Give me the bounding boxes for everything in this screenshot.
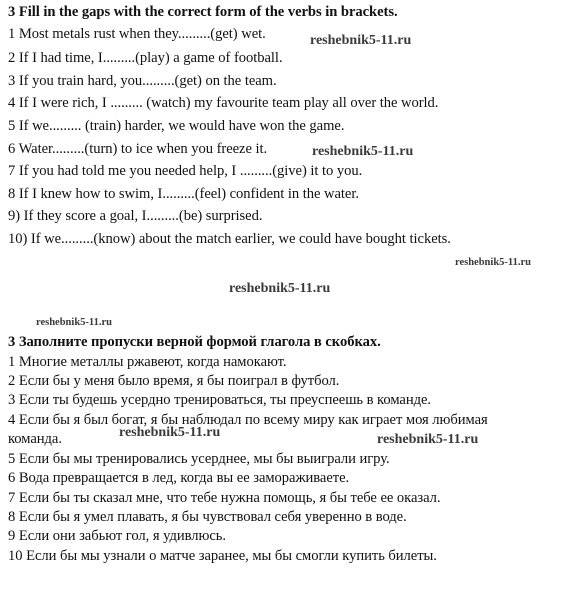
- exercise-item: 5 If we......... (train) harder, we would have won the game.: [8, 118, 345, 134]
- translation-item: 10 Если бы мы узнали о матче заранее, мы бы смогли купить билеты.: [8, 548, 437, 564]
- watermark: reshebnik5-11.ru: [310, 33, 412, 48]
- exercise-item: 1 Most metals rust when they.........(get) wet.: [8, 26, 266, 42]
- translation-item: 4 Если бы я был богат, я бы наблюдал по всему миру как играет моя любимая: [8, 412, 488, 428]
- translation-item: команда.: [8, 431, 62, 447]
- watermark: reshebnik5-11.ru: [312, 144, 414, 159]
- translation-item: 5 Если бы мы тренировались усерднее, мы бы выиграли игру.: [8, 451, 390, 467]
- watermark: reshebnik5-11.ru: [36, 317, 112, 328]
- watermark: reshebnik5-11.ru: [229, 281, 331, 296]
- translation-item: 6 Вода превращается в лед, когда вы ее замораживаете.: [8, 470, 350, 486]
- watermark: reshebnik5-11.ru: [455, 257, 531, 268]
- exercise-heading-english: 3 Fill in the gaps with the correct form of the verbs in brackets.: [8, 4, 398, 20]
- exercise-item: 6 Water.........(turn) to ice when you freeze it.: [8, 141, 268, 157]
- exercise-item: 10) If we.........(know) about the match earlier, we could have bought tickets.: [8, 231, 451, 247]
- exercise-item: 3 If you train hard, you.........(get) on the team.: [8, 73, 277, 89]
- exercise-item: 7 If you had told me you needed help, I .........(give) it to you.: [8, 163, 363, 179]
- watermark: reshebnik5-11.ru: [119, 425, 221, 440]
- exercise-item: 8 If I knew how to swim, I.........(feel) confident in the water.: [8, 186, 359, 202]
- translation-item: 9 Если они забьют гол, я удивлюсь.: [8, 528, 226, 544]
- watermark: reshebnik5-11.ru: [377, 432, 479, 447]
- translation-item: 8 Если бы я умел плавать, я бы чувствовал себя уверенно в воде.: [8, 509, 407, 525]
- translation-item: 3 Если ты будешь усердно тренироваться, ты преуспеешь в команде.: [8, 392, 431, 408]
- exercise-item: 4 If I were rich, I ......... (watch) my favourite team play all over the world.: [8, 95, 439, 111]
- translation-item: 7 Если бы ты сказал мне, что тебе нужна помощь, я бы тебе ее оказал.: [8, 490, 441, 506]
- exercise-item: 9) If they score a goal, I.........(be) surprised.: [8, 208, 263, 224]
- translation-item: 2 Если бы у меня было время, я бы поиграл в футбол.: [8, 373, 340, 389]
- translation-item: 1 Многие металлы ржавеют, когда намокают.: [8, 354, 287, 370]
- exercise-heading-russian: 3 Заполните пропуски верной формой глагола в скобках.: [8, 334, 381, 350]
- exercise-item: 2 If I had time, I.........(play) a game of football.: [8, 50, 283, 66]
